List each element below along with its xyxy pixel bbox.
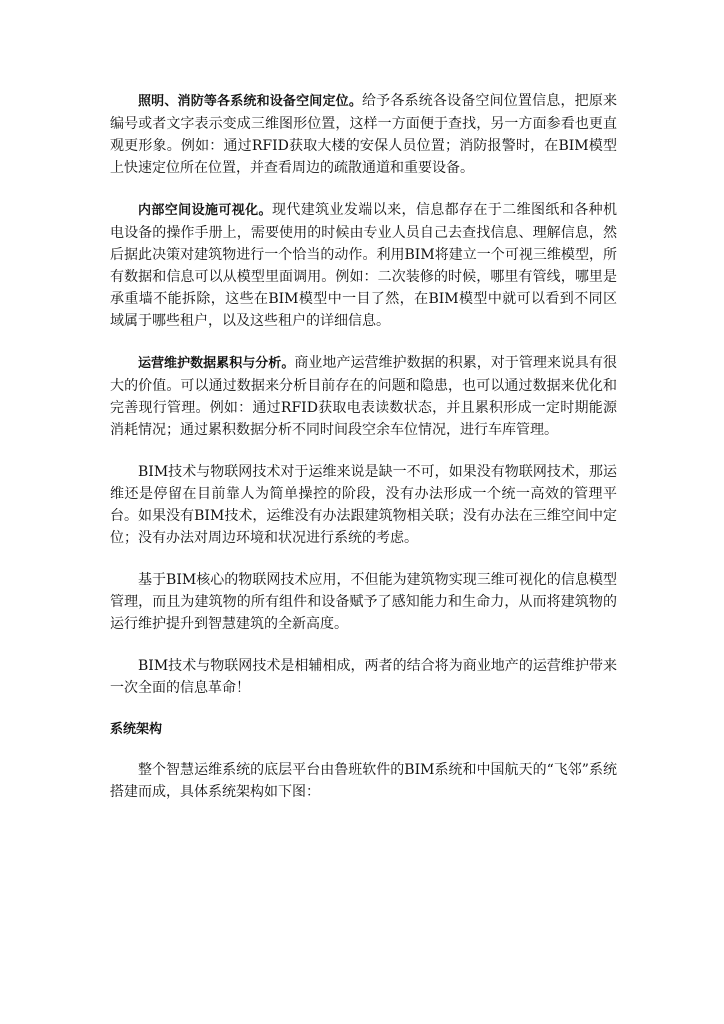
document-page [110,90,617,823]
paragraph-text: 基于BIM核心的物联网技术应用，不但能为建筑物实现三维可视化的信息模型管理，而且为建筑物的所有组件和设备赋予了感知能力和生命力，从而将建筑物的运行维护提升到智慧建筑的全新高度。 [110,572,617,632]
paragraph-text: 给予各系统各设备空间位置信息，把原来编号或者文字表示变成三维图形位置，这样一方面便于查找，另一方面参看也更直观更形象。例如：通过RFID获取大楼的安保人员位置；消防报警时，在BIM模型上快速定位所在位置，并查看周边的疏散通道和重要设备。 [110,93,617,176]
paragraph-data-analysis [110,352,617,441]
paragraph-system-architecture [110,759,617,803]
paragraph-spatial-positioning [110,90,617,179]
paragraph-text: BIM技术与物联网技术对于运维来说是缺一不可，如果没有物联网技术，那运维还是停留在目前靠人为简单操控的阶段，没有办法形成一个统一高效的管理平台。如果没有BIM技术，运维没有办法跟建筑物相关联；没有办法在三维空间中定位；没有办法对周边环境和状况进行系统的考虑。 [110,464,617,546]
paragraph-bim-iot-necessity [110,461,617,549]
section-heading: 系统架构 [110,722,163,737]
paragraph-lead: 运营维护数据累积与分析。 [138,356,295,371]
paragraph-text: 现代建筑业发端以来，信息都存在于二维图纸和各种机电设备的操作手册上，需要使用的时候由专业人员自己去查找信息、理解信息，然后据此决策对建筑物进行一个恰当的动作。利用BIM将建立一个可视三维模型，所有数据和信息可以从模型里面调用。例如：二次装修的时候，哪里有管线，哪里是承重墙不能拆除，这些在BIM模型中一目了然，在BIM模型中就可以看到不同区域属于哪些租户，以及这些租户的详细信息。 [110,202,617,329]
paragraph-text: 整个智慧运维系统的底层平台由鲁班软件的BIM系统和中国航天的“飞邻”系统搭建而成，具体系统架构如下图： [110,762,617,800]
paragraph-text: 商业地产运营维护数据的积累，对于管理来说具有很大的价值。可以通过数据来分析目前存在的问题和隐患，也可以通过数据来优化和完善现行管理。例如：通过RFID获取电表读数状态，并且累积形成一定时期能源消耗情况；通过累积数据分析不同时间段空余车位情况，进行车库管理。 [110,355,617,438]
paragraph-lead: 内部空间设施可视化。 [138,203,272,218]
paragraph-text: BIM技术与物联网技术是相辅相成，两者的结合将为商业地产的运营维护带来一次全面的信息革命！ [110,658,617,696]
paragraph-bim-core-iot [110,569,617,635]
paragraph-lead: 照明、消防等各系统和设备空间定位。 [138,94,362,109]
paragraph-bim-iot-combination [110,655,617,699]
paragraph-facility-visualization [110,199,617,332]
